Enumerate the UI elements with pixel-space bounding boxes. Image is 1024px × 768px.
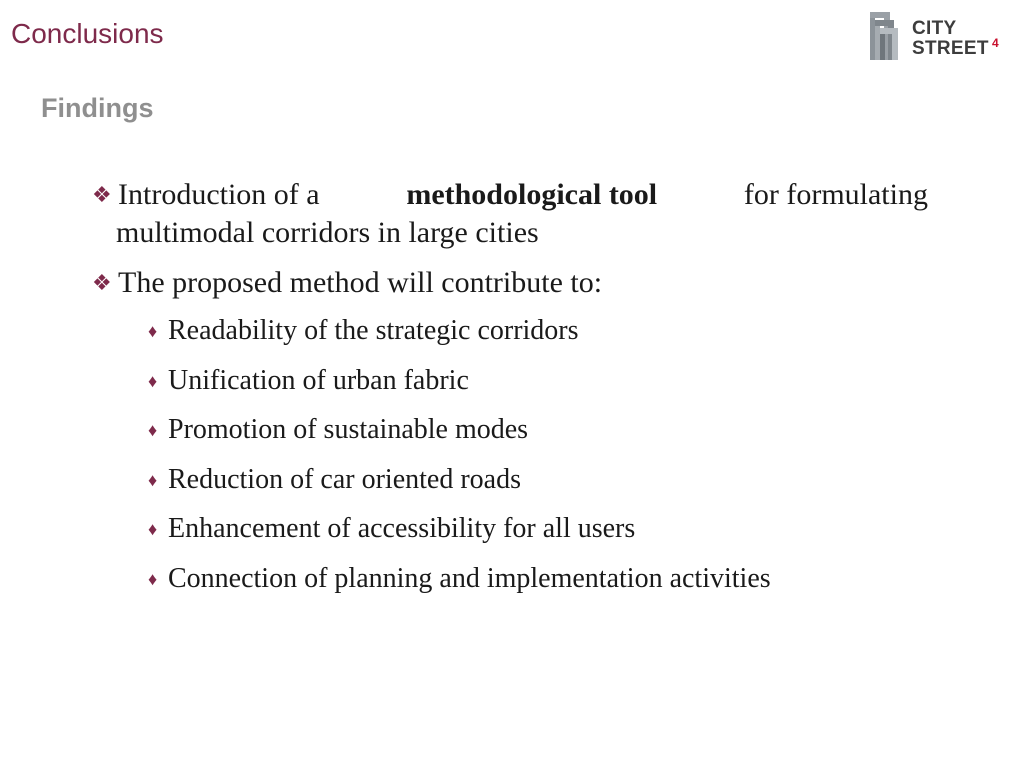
logo-superscript: 4 <box>992 36 999 50</box>
sub-bullet-text: Reduction of car oriented roads <box>168 463 521 495</box>
sub-list-item <box>92 413 928 447</box>
sub-bullet-text: Enhancement of accessibility for all users <box>168 513 636 544</box>
sub-list-item <box>92 463 928 497</box>
sub-list-item <box>92 512 928 546</box>
diamond-bullet-icon: ♦ <box>148 321 158 341</box>
bullet-text-bold: methodological tool <box>406 178 658 211</box>
list-item <box>92 264 928 302</box>
findings-list <box>92 176 928 611</box>
sub-list-item <box>92 314 928 348</box>
sub-bullet-text: Readability of the strategic corridors <box>168 315 579 346</box>
logo-stripes-icon <box>868 8 910 64</box>
sub-bullet-text: Promotion of sustainable modes <box>168 414 529 445</box>
slide-title: Conclusions <box>11 18 164 49</box>
section-subtitle: Findings <box>41 93 154 123</box>
sub-list-item <box>92 562 928 596</box>
diamond-bullet-icon: ♦ <box>148 370 158 391</box>
diamond-quad-bullet-icon: ❖ <box>92 270 112 295</box>
diamond-quad-bullet-icon: ❖ <box>92 182 112 207</box>
diamond-bullet-icon: ♦ <box>148 469 158 490</box>
diamond-bullet-icon: ♦ <box>148 568 158 589</box>
bullet-text-suffix: for formulating <box>743 178 928 211</box>
bullet-line-1 <box>118 176 928 214</box>
logo-city-text: CITY <box>912 18 957 39</box>
bullet-line-2: multimodal corridors in large cities <box>116 216 539 249</box>
bullet-text-prefix: Introduction of a <box>118 178 320 211</box>
sub-bullet-text: Connection of planning and implementation activities <box>168 562 771 594</box>
logo-street-text: STREET <box>912 38 989 59</box>
diamond-bullet-icon: ♦ <box>148 519 158 539</box>
list-item <box>92 176 928 252</box>
bullet-text: The proposed method will contribute to: <box>118 266 603 299</box>
diamond-bullet-icon: ♦ <box>148 420 158 440</box>
sub-bullet-text: Unification of urban fabric <box>168 364 469 396</box>
sub-list-item <box>92 364 928 398</box>
city-street-logo <box>868 6 1018 66</box>
